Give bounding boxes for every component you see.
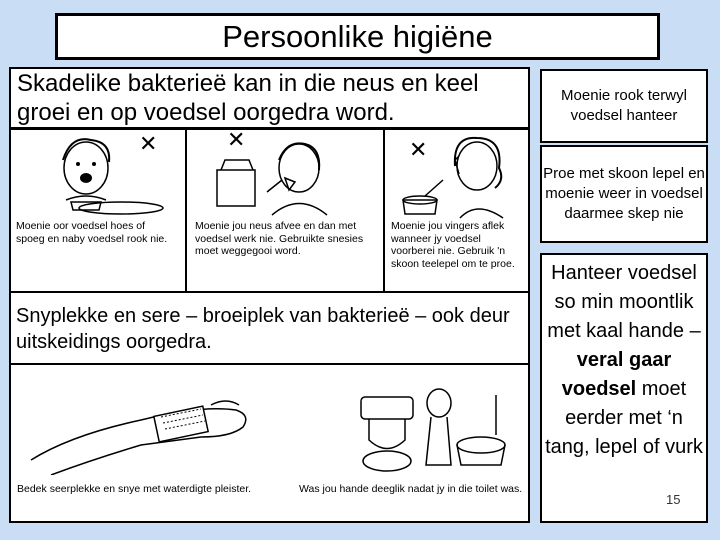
handling-note-bold: veral gaar voedsel [561, 349, 672, 400]
handling-note [540, 253, 708, 523]
caption-nose: Moenie jou neus afvee en dan met voedsel werk nie. Gebruikte snesies moet weggegooi word. [195, 220, 364, 257]
caption-plaster: Bedek seerplekke en snye met waterdigte pleister. [17, 483, 252, 495]
page-number: 15 [666, 492, 681, 507]
nose-drawing [187, 127, 385, 220]
handling-note-start: Hanteer voedsel so min moontlik met kaal hande – [547, 262, 701, 342]
caption-cough: Moenie oor voedsel hoes of spoeg en naby voedsel rook nie. [16, 220, 168, 245]
cough-illustration [11, 130, 187, 291]
handwash-illustration [291, 365, 528, 521]
cross-mark-1: ✕ [139, 131, 158, 156]
illustration-panel-top [9, 128, 530, 293]
slide-title: Persoonlike higiëne [55, 13, 660, 60]
intro-text: Skadelike bakterieë kan in die neus en keel groei en op voedsel oorgedra word. [9, 67, 530, 129]
finger-drawing [385, 130, 528, 220]
finger-illustration [385, 130, 528, 291]
handling-note-end: moet eerder met ‘n tang, lepel of vurk [545, 378, 703, 458]
cross-mark-3: ✕ [409, 137, 428, 162]
plaster-illustration [11, 365, 291, 521]
illustration-panel-bottom [9, 365, 530, 523]
cross-mark-2: ✕ [227, 127, 246, 152]
plaster-drawing [11, 365, 291, 475]
caption-handwash: Was jou hande deeglik nadat jy in die toilet was. [299, 483, 523, 495]
nose-illustration [187, 127, 385, 291]
tasting-note: Proe met skoon lepel en moenie weer in voedsel daarmee skep nie [540, 145, 708, 243]
cough-drawing [11, 130, 187, 220]
caption-finger: Moenie jou vingers aflek wanneer jy voedsel voorberei nie. Gebruik 'n skoon teelepel om te proe. [391, 220, 515, 270]
wound-text: Snyplekke en sere – broeiplek van bakterieë – ook deur uitskeidings oorgedra. [9, 293, 530, 365]
handwash-drawing [291, 365, 528, 475]
no-smoking-note: Moenie rook terwyl voedsel hanteer [540, 69, 708, 143]
